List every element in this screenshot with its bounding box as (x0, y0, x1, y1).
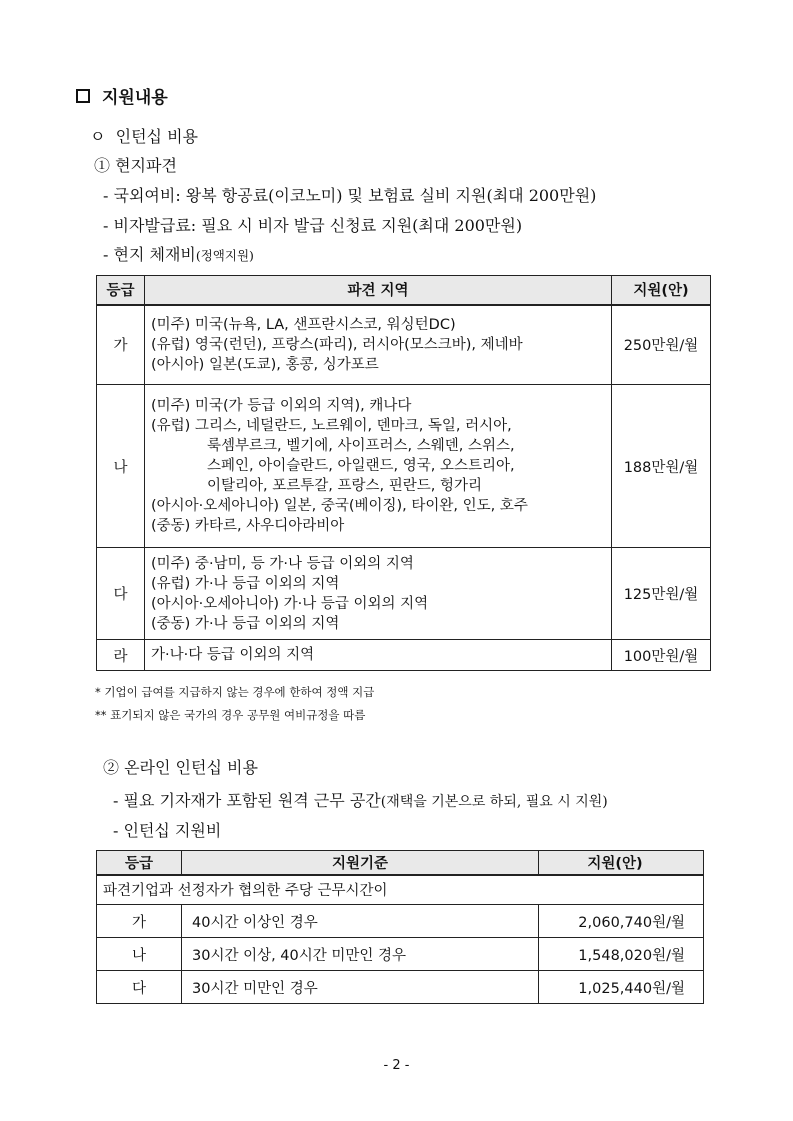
header-region: 파견 지역 (145, 276, 612, 305)
region-line: 룩셈부르크, 벨기에, 사이프러스, 스웨덴, 스위스, (207, 438, 515, 454)
bullet-visa: - 비자발급료: 필요 시 비자 발급 신청료 지원(최대 200만원) (103, 216, 523, 235)
table-header-row (97, 276, 711, 305)
header-criterion: 지원기준 (182, 851, 539, 875)
row-region (145, 548, 612, 640)
row-region (145, 305, 612, 385)
living-cost-table (96, 275, 711, 671)
region-line: 가·나·다 등급 이외의 지역 (151, 647, 315, 663)
region-line: (아시아) 일본(도쿄), 홍콩, 싱가포르 (151, 356, 379, 373)
section-title (76, 83, 168, 108)
region-line: 스페인, 아이슬란드, 아일랜드, 영국, 오스트리아, (207, 458, 515, 474)
header-grade: 등급 (97, 851, 182, 875)
table-row (97, 305, 711, 385)
intern-cost-heading-text: 인턴십 비용 (115, 127, 199, 146)
table-row (97, 385, 711, 548)
region-line: (유럽) 그리스, 네덜란드, 노르웨이, 덴마크, 독일, 러시아, (151, 418, 512, 434)
region-line: (아시아·오세아니아) 가·나 등급 이외의 지역 (151, 595, 429, 612)
bullet-airfare: - 국외여비: 왕복 항공료(이코노미) 및 보험료 실비 지원(최대 200만원) (103, 186, 597, 205)
bullet-living-cost (103, 242, 254, 265)
row-amount: 1,548,020원/월 (539, 938, 704, 971)
online-intern-heading: ② 온라인 인턴십 비용 (103, 758, 258, 777)
local-dispatch-heading: ① 현지파견 (94, 156, 177, 175)
living-cost-note: (정액지원) (195, 248, 254, 263)
region-line: (미주) 미국(가 등급 이외의 지역), 캐나다 (151, 398, 412, 414)
bullet-remote-workspace (113, 788, 608, 811)
region-line: (미주) 미국(뉴욕, LA, 샌프란시스코, 워싱턴DC) (151, 316, 456, 333)
remote-workspace-main: - 필요 기자재가 포함된 원격 근무 공간 (113, 791, 381, 810)
table-row (97, 548, 711, 640)
row-amount: 1,025,440원/월 (539, 971, 704, 1004)
table-row (97, 640, 711, 671)
row-amount: 250만원/월 (612, 305, 711, 385)
footnote: ** 표기되지 않은 국가의 경우 공무원 여비규정을 따름 (95, 708, 366, 722)
table-row (97, 938, 704, 971)
header-amount: 지원(안) (539, 851, 704, 875)
footnote: * 기업이 급여를 지급하지 않는 경우에 한하여 정액 지급 (95, 685, 375, 699)
row-region (145, 385, 612, 548)
region-line: (중동) 카타르, 사우디아라비아 (151, 518, 345, 534)
table-span-row (97, 875, 704, 905)
intern-cost-heading (90, 124, 198, 147)
row-grade: 다 (97, 548, 145, 640)
table-row (97, 971, 704, 1004)
row-criterion: 30시간 미만인 경우 (182, 971, 539, 1004)
table-header-row (97, 851, 704, 875)
bullet-intern-allowance: - 인턴십 지원비 (113, 821, 222, 840)
row-grade: 다 (97, 971, 182, 1004)
intern-allowance-table (96, 850, 704, 1004)
table-row (97, 905, 704, 938)
row-amount: 125만원/월 (612, 548, 711, 640)
row-grade: 라 (97, 640, 145, 671)
row-grade: 가 (97, 905, 182, 938)
header-grade: 등급 (97, 276, 145, 305)
section-title-text: 지원내용 (102, 88, 168, 108)
row-grade: 나 (97, 385, 145, 548)
circle-bullet-icon: ㅇ (90, 127, 106, 146)
row-criterion: 40시간 이상인 경우 (182, 905, 539, 938)
row-grade: 나 (97, 938, 182, 971)
checkbox-square-icon (76, 89, 90, 103)
page-number: - 2 - (383, 1058, 410, 1073)
remote-workspace-note: (재택을 기본으로 하되, 필요 시 지원) (380, 794, 608, 810)
region-line: (유럽) 영국(런던), 프랑스(파리), 러시아(모스크바), 제네바 (151, 336, 523, 353)
row-region (145, 640, 612, 671)
row-amount: 100만원/월 (612, 640, 711, 671)
row-grade: 가 (97, 305, 145, 385)
region-line: (중동) 가·나 등급 이외의 지역 (151, 615, 340, 632)
row-amount: 2,060,740원/월 (539, 905, 704, 938)
region-line: 이탈리아, 포르투갈, 프랑스, 핀란드, 헝가리 (207, 478, 482, 494)
region-line: (유럽) 가·나 등급 이외의 지역 (151, 575, 340, 592)
living-cost-main: - 현지 체재비 (103, 245, 196, 264)
row-amount: 188만원/월 (612, 385, 711, 548)
row-criterion: 30시간 이상, 40시간 미만인 경우 (182, 938, 539, 971)
header-amount: 지원(안) (612, 276, 711, 305)
span-row-text: 파견기업과 선정자가 협의한 주당 근무시간이 (97, 875, 704, 905)
region-line: (아시아·오세아니아) 일본, 중국(베이징), 타이완, 인도, 호주 (151, 498, 528, 514)
region-line: (미주) 중·남미, 등 가·나 등급 이외의 지역 (151, 555, 414, 572)
